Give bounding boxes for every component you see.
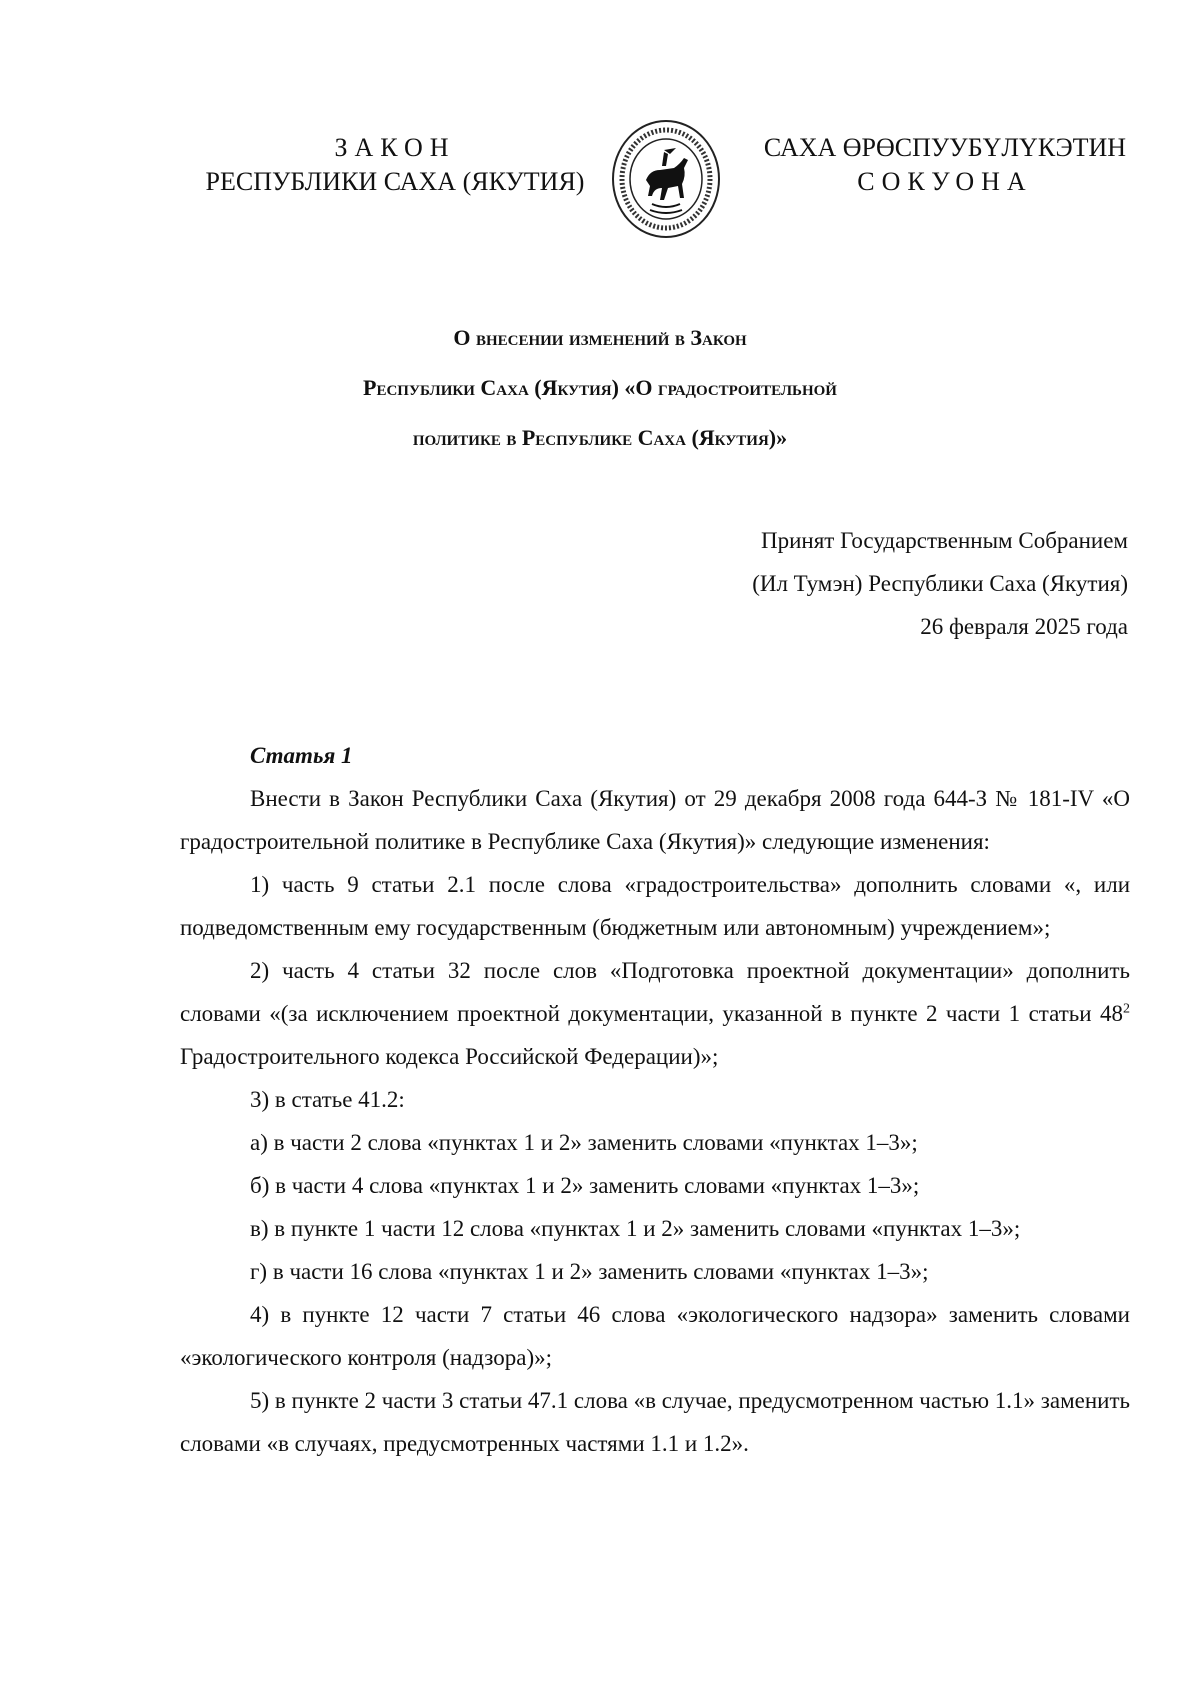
- amendment-item-4: [180, 1293, 1130, 1379]
- header-left: [205, 131, 585, 199]
- item5-part-a: 5) в пункте 2 части 3 статьи 47.1 слова «в случае, предусмотренном частью 1.1»: [250, 1388, 1036, 1413]
- header-right-line1: САХА ӨРӨСПУУБҮЛҮКЭТИН: [763, 133, 1127, 162]
- article-intro: [180, 777, 1130, 863]
- item4-part-a: 4) в пункте 12 части 7 статьи 46 слова «экологического надзора» заменить словами: [250, 1302, 1130, 1327]
- law-title-line2: Республики Саха (Якутия) «О градостроительной: [363, 375, 837, 400]
- amendment-item-2: [180, 949, 1130, 1078]
- item2-part-a: 2) часть 4 статьи 32 после слов «Подготовка проектной документации» дополнить: [250, 958, 1130, 983]
- header-right-line2: СОКУОНА: [857, 167, 1033, 196]
- law-title-line3: политике в Республике Саха (Якутия)»: [412, 425, 788, 450]
- item2-part-b: словами «(за исключением проектной документации, указанной в пункте 2 части 1: [180, 1001, 1021, 1026]
- article-heading: Статья 1: [250, 743, 353, 768]
- adoption-line2: (Ил Тумэн) Республики Саха (Якутия): [752, 571, 1128, 596]
- adoption-line1: Принят Государственным Собранием: [760, 528, 1128, 553]
- amendment-item-3d: г) в части 16 слова «пунктах 1 и 2» заменить словами «пунктах 1–3»;: [250, 1259, 929, 1284]
- item4-part-b: «экологического контроля (надзора)»;: [180, 1345, 552, 1370]
- intro-line2: «О градостроительной политике в Республике Саха (Якутия)» следующие изменения:: [180, 786, 1130, 854]
- law-title-line1: О внесении изменений в Закон: [453, 325, 747, 350]
- item5-part-b: заменить словами «в случаях, предусмотренных частями 1.1 и 1.2».: [180, 1388, 1130, 1456]
- amendment-item-5: [180, 1379, 1130, 1465]
- adoption-date: 26 февраля 2025 года: [920, 614, 1128, 639]
- header-right: [760, 131, 1130, 199]
- law-title: [150, 313, 1050, 463]
- amendment-item-1: [180, 863, 1130, 949]
- amendment-item-3b: б) в части 4 слова «пунктах 1 и 2» заменить словами «пунктах 1–3»;: [250, 1173, 920, 1198]
- header-left-line2: РЕСПУБЛИКИ САХА (ЯКУТИЯ): [205, 167, 585, 196]
- header-left-line1: ЗАКОН: [334, 133, 456, 162]
- item2-part-c: статьи 48: [1028, 1001, 1123, 1026]
- adoption-note: [528, 519, 1128, 648]
- amendment-item-3: 3) в статье 41.2:: [250, 1087, 405, 1112]
- intro-line1: Внести в Закон Республики Саха (Якутия) от 29 декабря 2008 года 644-З № 181-IV: [250, 786, 1094, 811]
- item2-superscript: 2: [1123, 1001, 1130, 1017]
- item1-part-a: 1) часть 9 статьи 2.1 после слова «градостроительства» дополнить словами: [250, 872, 1052, 897]
- coat-of-arms-icon: [610, 118, 722, 240]
- amendment-item-3c: в) в пункте 1 части 12 слова «пунктах 1 и 2» заменить словами «пунктах 1–3»;: [250, 1216, 1021, 1241]
- item1-part-b: «, или подведомственным ему государственным (бюджетным или автономным): [180, 872, 1131, 940]
- amendment-item-3a: а) в части 2 слова «пунктах 1 и 2» заменить словами «пунктах 1–3»;: [250, 1130, 918, 1155]
- item2-part-d: Градостроительного кодекса Российской Федерации)»;: [180, 1044, 719, 1069]
- article-1: [180, 734, 1130, 1465]
- item1-part-c: учреждением»;: [900, 915, 1051, 940]
